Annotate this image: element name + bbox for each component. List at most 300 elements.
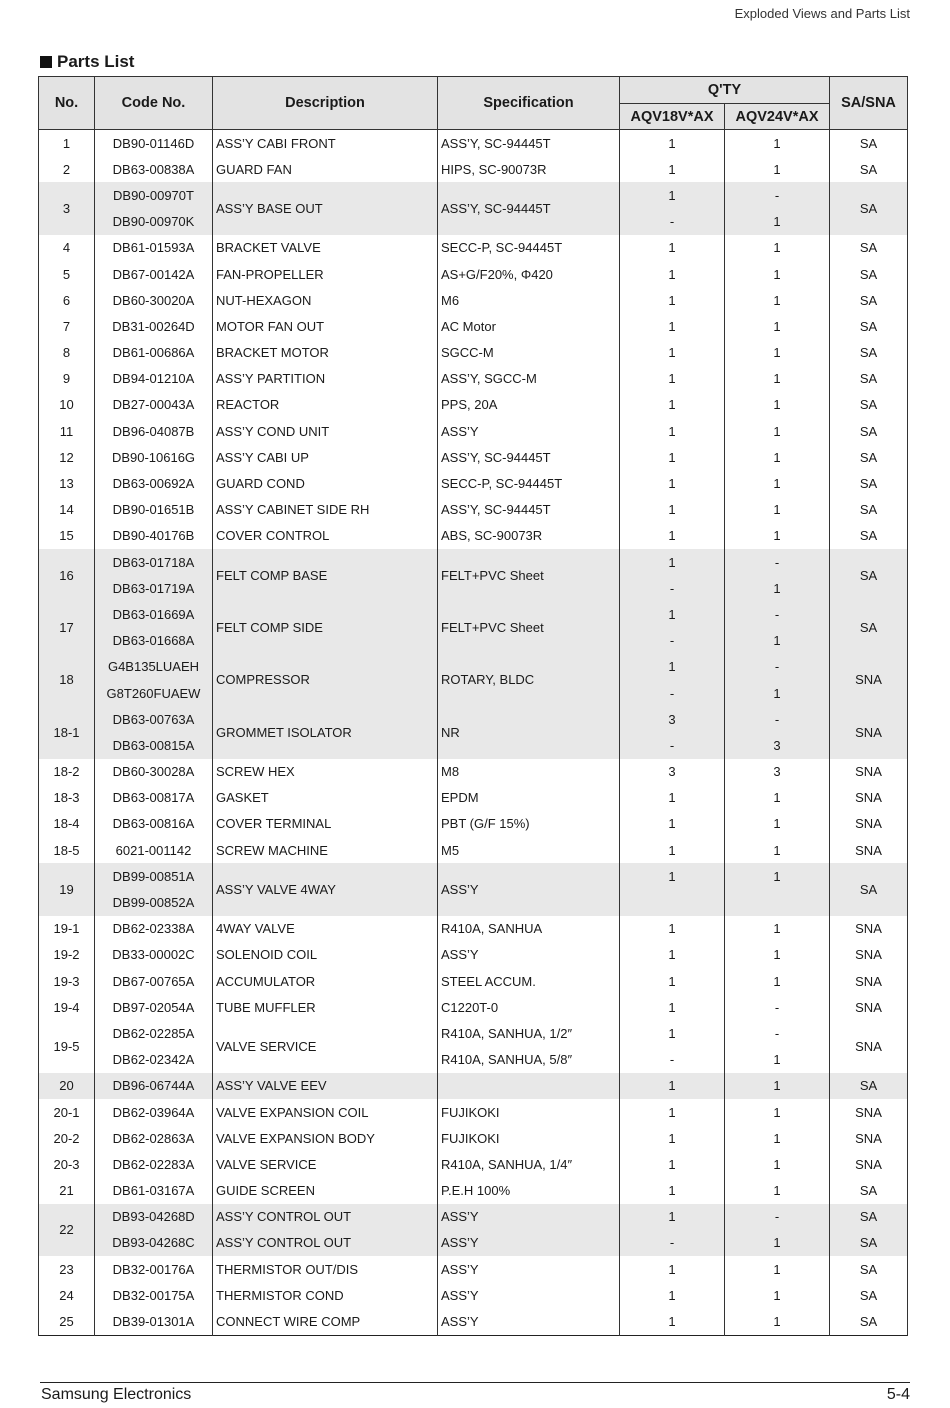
cell-qty-aqv18: -: [620, 1047, 725, 1073]
cell-specification: ASS’Y, SC-94445T: [438, 444, 620, 470]
cell-qty-aqv24: 1: [725, 1047, 830, 1073]
cell-no: 20: [39, 1073, 95, 1099]
cell-no: 18-1: [39, 706, 95, 758]
cell-description: THERMISTOR COND: [213, 1282, 438, 1308]
cell-no: 16: [39, 549, 95, 601]
cell-specification: PBT (G/F 15%): [438, 811, 620, 837]
cell-specification: HIPS, SC-90073R: [438, 156, 620, 182]
cell-qty-aqv18: 1: [620, 366, 725, 392]
cell-qty-aqv24: 1: [725, 1125, 830, 1151]
table-row: [39, 340, 908, 366]
cell-qty-aqv24: 1: [725, 575, 830, 601]
cell-qty-aqv24: 1: [725, 1099, 830, 1125]
cell-qty-aqv24: 1: [725, 130, 830, 157]
table-row: [39, 549, 908, 575]
cell-qty-aqv18: 1: [620, 261, 725, 287]
cell-sa-sna: SNA: [830, 706, 908, 758]
cell-description: VALVE SERVICE: [213, 1151, 438, 1177]
cell-description: GUARD FAN: [213, 156, 438, 182]
header-specification: Specification: [438, 77, 620, 130]
table-row: [39, 130, 908, 157]
cell-specification: P.E.H 100%: [438, 1178, 620, 1204]
cell-no: 20-3: [39, 1151, 95, 1177]
cell-description: SOLENOID COIL: [213, 942, 438, 968]
cell-sa-sna: SNA: [830, 759, 908, 785]
cell-qty-aqv18: -: [620, 732, 725, 758]
cell-qty-aqv24: 1: [725, 1282, 830, 1308]
cell-qty-aqv18: -: [620, 628, 725, 654]
cell-qty-aqv24: 1: [725, 863, 830, 889]
cell-no: 2: [39, 156, 95, 182]
cell-code: DB61-03167A: [95, 1178, 213, 1204]
cell-specification: ASS’Y: [438, 863, 620, 915]
cell-qty-aqv18: 1: [620, 994, 725, 1020]
cell-code: DB63-00817A: [95, 785, 213, 811]
cell-specification: SECC-P, SC-94445T: [438, 470, 620, 496]
cell-no: 18-3: [39, 785, 95, 811]
cell-specification: PPS, 20A: [438, 392, 620, 418]
cell-description: TUBE MUFFLER: [213, 994, 438, 1020]
cell-sa-sna: SNA: [830, 968, 908, 994]
cell-no: 5: [39, 261, 95, 287]
cell-code: DB27-00043A: [95, 392, 213, 418]
footer-page-number: 5-4: [886, 1386, 910, 1403]
cell-code: DB63-01719A: [95, 575, 213, 601]
cell-sa-sna: SA: [830, 1256, 908, 1282]
footer-company: Samsung Electronics: [41, 1386, 192, 1403]
cell-qty-aqv24: -: [725, 182, 830, 208]
table-row: [39, 366, 908, 392]
table-row: [39, 785, 908, 811]
cell-description: ACCUMULATOR: [213, 968, 438, 994]
cell-no: 19-1: [39, 916, 95, 942]
cell-sa-sna: SNA: [830, 654, 908, 706]
table-row: [39, 942, 908, 968]
cell-sa-sna: SA: [830, 1073, 908, 1099]
cell-description: ASS’Y CABI FRONT: [213, 130, 438, 157]
cell-specification: SGCC-M: [438, 340, 620, 366]
cell-specification: C1220T-0: [438, 994, 620, 1020]
cell-qty-aqv24: 1: [725, 1178, 830, 1204]
cell-qty-aqv18: 1: [620, 1204, 725, 1230]
cell-sa-sna: SA: [830, 418, 908, 444]
cell-specification: ASS’Y, SC-94445T: [438, 497, 620, 523]
cell-description: FELT COMP SIDE: [213, 601, 438, 653]
cell-description: MOTOR FAN OUT: [213, 313, 438, 339]
cell-sa-sna: SNA: [830, 837, 908, 863]
cell-code: G4B135LUAEH: [95, 654, 213, 680]
table-row: [39, 1125, 908, 1151]
cell-description: ASS’Y CABINET SIDE RH: [213, 497, 438, 523]
cell-description: BRACKET VALVE: [213, 235, 438, 261]
header-qty: Q'TY: [620, 77, 830, 104]
cell-description: COVER CONTROL: [213, 523, 438, 549]
cell-description: COMPRESSOR: [213, 654, 438, 706]
cell-qty-aqv18: [620, 889, 725, 915]
cell-code: DB61-00686A: [95, 340, 213, 366]
cell-qty-aqv24: 1: [725, 209, 830, 235]
cell-qty-aqv24: 1: [725, 470, 830, 496]
cell-description: THERMISTOR OUT/DIS: [213, 1256, 438, 1282]
table-row: [39, 182, 908, 208]
cell-qty-aqv18: 1: [620, 418, 725, 444]
cell-qty-aqv18: 1: [620, 916, 725, 942]
cell-qty-aqv18: 1: [620, 549, 725, 575]
cell-sa-sna: SNA: [830, 1125, 908, 1151]
cell-specification: ABS, SC-90073R: [438, 523, 620, 549]
cell-code: DB33-00002C: [95, 942, 213, 968]
cell-no: 20-2: [39, 1125, 95, 1151]
cell-specification: FUJIKOKI: [438, 1125, 620, 1151]
table-row: [39, 235, 908, 261]
cell-specification: FELT+PVC Sheet: [438, 549, 620, 601]
cell-qty-aqv24: 1: [725, 392, 830, 418]
cell-code: DB63-00838A: [95, 156, 213, 182]
cell-qty-aqv18: 1: [620, 1178, 725, 1204]
cell-specification: FUJIKOKI: [438, 1099, 620, 1125]
cell-sa-sna: SA: [830, 549, 908, 601]
table-row: [39, 261, 908, 287]
cell-code: DB90-00970K: [95, 209, 213, 235]
section-title-text: Parts List: [57, 52, 135, 71]
cell-qty-aqv18: -: [620, 680, 725, 706]
cell-code: DB60-30028A: [95, 759, 213, 785]
cell-qty-aqv18: 1: [620, 497, 725, 523]
cell-specification: ASS’Y: [438, 418, 620, 444]
cell-code: DB39-01301A: [95, 1308, 213, 1335]
cell-sa-sna: SNA: [830, 1151, 908, 1177]
cell-sa-sna: SA: [830, 1308, 908, 1335]
cell-description: SCREW MACHINE: [213, 837, 438, 863]
table-row: [39, 916, 908, 942]
cell-qty-aqv24: 1: [725, 418, 830, 444]
cell-no: 18-2: [39, 759, 95, 785]
cell-qty-aqv24: 1: [725, 1151, 830, 1177]
cell-qty-aqv24: 1: [725, 837, 830, 863]
cell-sa-sna: SNA: [830, 785, 908, 811]
cell-code: DB32-00175A: [95, 1282, 213, 1308]
cell-no: 15: [39, 523, 95, 549]
cell-specification: ASS’Y: [438, 1204, 620, 1230]
cell-specification: M8: [438, 759, 620, 785]
header-description: Description: [213, 77, 438, 130]
cell-code: DB90-40176B: [95, 523, 213, 549]
cell-specification: ASS’Y, SC-94445T: [438, 130, 620, 157]
table-row: [39, 1282, 908, 1308]
cell-description: ASS’Y COND UNIT: [213, 418, 438, 444]
cell-no: 3: [39, 182, 95, 234]
parts-table-body: [39, 130, 908, 1336]
cell-qty-aqv18: 1: [620, 968, 725, 994]
cell-description: VALVE EXPANSION BODY: [213, 1125, 438, 1151]
cell-specification: M5: [438, 837, 620, 863]
cell-code: DB90-01146D: [95, 130, 213, 157]
cell-specification: R410A, SANHUA: [438, 916, 620, 942]
cell-qty-aqv24: 1: [725, 1256, 830, 1282]
cell-code: DB63-00815A: [95, 732, 213, 758]
cell-qty-aqv18: 1: [620, 601, 725, 627]
cell-description: NUT-HEXAGON: [213, 287, 438, 313]
cell-no: 18: [39, 654, 95, 706]
cell-qty-aqv18: 1: [620, 863, 725, 889]
header-model-aqv24: AQV24V*AX: [725, 104, 830, 130]
table-row: [39, 863, 908, 889]
cell-qty-aqv24: 1: [725, 287, 830, 313]
cell-code: DB62-02342A: [95, 1047, 213, 1073]
cell-no: 19: [39, 863, 95, 915]
cell-qty-aqv18: 1: [620, 392, 725, 418]
cell-code: DB67-00142A: [95, 261, 213, 287]
cell-description: ASS’Y VALVE EEV: [213, 1073, 438, 1099]
cell-code: DB97-02054A: [95, 994, 213, 1020]
cell-specification: R410A, SANHUA, 1/4″: [438, 1151, 620, 1177]
cell-sa-sna: SNA: [830, 811, 908, 837]
cell-qty-aqv24: 1: [725, 680, 830, 706]
cell-description: GUARD COND: [213, 470, 438, 496]
cell-no: 1: [39, 130, 95, 157]
cell-qty-aqv24: 1: [725, 811, 830, 837]
cell-qty-aqv24: -: [725, 1204, 830, 1230]
cell-code: DB62-03964A: [95, 1099, 213, 1125]
cell-qty-aqv24: 1: [725, 313, 830, 339]
table-row: [39, 287, 908, 313]
cell-no: 14: [39, 497, 95, 523]
cell-specification: ASS’Y, SGCC-M: [438, 366, 620, 392]
cell-qty-aqv18: 1: [620, 1125, 725, 1151]
cell-description: ASS’Y CABI UP: [213, 444, 438, 470]
section-title: [40, 52, 134, 72]
cell-sa-sna: SA: [830, 444, 908, 470]
cell-description: 4WAY VALVE: [213, 916, 438, 942]
cell-specification: ROTARY, BLDC: [438, 654, 620, 706]
cell-sa-sna: SA: [830, 1230, 908, 1256]
header-code: Code No.: [95, 77, 213, 130]
cell-description: SCREW HEX: [213, 759, 438, 785]
cell-no: 7: [39, 313, 95, 339]
cell-specification: ASS’Y: [438, 942, 620, 968]
table-row: [39, 497, 908, 523]
cell-code: DB67-00765A: [95, 968, 213, 994]
table-row: [39, 156, 908, 182]
table-row: [39, 1308, 908, 1335]
cell-sa-sna: SA: [830, 261, 908, 287]
cell-code: DB62-02283A: [95, 1151, 213, 1177]
cell-sa-sna: SNA: [830, 942, 908, 968]
cell-no: 6: [39, 287, 95, 313]
cell-qty-aqv24: -: [725, 549, 830, 575]
table-row: [39, 759, 908, 785]
parts-table: [38, 76, 908, 1336]
cell-qty-aqv24: 1: [725, 156, 830, 182]
cell-code: DB96-04087B: [95, 418, 213, 444]
cell-code: DB63-01668A: [95, 628, 213, 654]
cell-sa-sna: SNA: [830, 916, 908, 942]
cell-sa-sna: SA: [830, 497, 908, 523]
cell-qty-aqv18: -: [620, 1230, 725, 1256]
cell-specification: EPDM: [438, 785, 620, 811]
cell-sa-sna: SA: [830, 366, 908, 392]
cell-no: 12: [39, 444, 95, 470]
cell-specification: AC Motor: [438, 313, 620, 339]
cell-specification: R410A, SANHUA, 5/8″: [438, 1047, 620, 1073]
cell-code: DB90-01651B: [95, 497, 213, 523]
cell-qty-aqv24: -: [725, 1020, 830, 1046]
cell-description: REACTOR: [213, 392, 438, 418]
cell-no: 19-3: [39, 968, 95, 994]
cell-qty-aqv18: 1: [620, 654, 725, 680]
cell-qty-aqv18: 1: [620, 1073, 725, 1099]
cell-description: VALVE SERVICE: [213, 1020, 438, 1072]
cell-sa-sna: SA: [830, 1178, 908, 1204]
cell-no: 8: [39, 340, 95, 366]
table-row: [39, 601, 908, 627]
header-sa-sna: SA/SNA: [830, 77, 908, 130]
cell-qty-aqv24: 1: [725, 340, 830, 366]
table-row: [39, 968, 908, 994]
table-row: [39, 837, 908, 863]
cell-sa-sna: SA: [830, 156, 908, 182]
cell-specification: NR: [438, 706, 620, 758]
cell-qty-aqv18: 1: [620, 235, 725, 261]
cell-specification: ASS’Y, SC-94445T: [438, 182, 620, 234]
table-row: [39, 654, 908, 680]
cell-code: DB63-00763A: [95, 706, 213, 732]
cell-qty-aqv24: 3: [725, 759, 830, 785]
cell-code: DB62-02338A: [95, 916, 213, 942]
cell-description: ASS’Y PARTITION: [213, 366, 438, 392]
cell-qty-aqv24: 1: [725, 1073, 830, 1099]
table-row: [39, 418, 908, 444]
cell-qty-aqv24: 1: [725, 1308, 830, 1335]
cell-code: DB93-04268D: [95, 1204, 213, 1230]
cell-sa-sna: SA: [830, 523, 908, 549]
cell-qty-aqv24: -: [725, 706, 830, 732]
cell-qty-aqv18: 1: [620, 444, 725, 470]
table-row: [39, 1204, 908, 1230]
cell-description: ASS’Y VALVE 4WAY: [213, 863, 438, 915]
cell-qty-aqv18: 1: [620, 182, 725, 208]
cell-code: G8T260FUAEW: [95, 680, 213, 706]
cell-no: 19-4: [39, 994, 95, 1020]
cell-qty-aqv18: 1: [620, 837, 725, 863]
cell-code: DB90-10616G: [95, 444, 213, 470]
table-row: [39, 1256, 908, 1282]
cell-qty-aqv18: 1: [620, 340, 725, 366]
cell-specification: STEEL ACCUM.: [438, 968, 620, 994]
cell-sa-sna: SNA: [830, 1099, 908, 1125]
cell-no: 11: [39, 418, 95, 444]
cell-qty-aqv24: 1: [725, 628, 830, 654]
header-no: No.: [39, 77, 95, 130]
cell-code: DB90-00970T: [95, 182, 213, 208]
cell-code: DB63-00692A: [95, 470, 213, 496]
cell-sa-sna: SNA: [830, 994, 908, 1020]
cell-no: 23: [39, 1256, 95, 1282]
cell-qty-aqv24: 1: [725, 235, 830, 261]
cell-no: 24: [39, 1282, 95, 1308]
cell-specification: FELT+PVC Sheet: [438, 601, 620, 653]
cell-no: 22: [39, 1204, 95, 1256]
cell-qty-aqv18: 1: [620, 785, 725, 811]
cell-sa-sna: SA: [830, 313, 908, 339]
cell-qty-aqv24: 3: [725, 732, 830, 758]
cell-no: 13: [39, 470, 95, 496]
cell-sa-sna: SA: [830, 1282, 908, 1308]
table-row: [39, 1178, 908, 1204]
header-model-aqv18: AQV18V*AX: [620, 104, 725, 130]
cell-code: DB99-00851A: [95, 863, 213, 889]
cell-sa-sna: SA: [830, 1204, 908, 1230]
cell-description: ASS’Y BASE OUT: [213, 182, 438, 234]
cell-sa-sna: SNA: [830, 1020, 908, 1072]
page-header: Exploded Views and Parts List: [734, 6, 910, 21]
cell-specification: AS+G/F20%, Φ420: [438, 261, 620, 287]
cell-sa-sna: SA: [830, 235, 908, 261]
cell-code: DB60-30020A: [95, 287, 213, 313]
cell-sa-sna: SA: [830, 130, 908, 157]
cell-code: DB32-00176A: [95, 1256, 213, 1282]
table-row: [39, 313, 908, 339]
cell-qty-aqv18: 1: [620, 287, 725, 313]
cell-no: 18-5: [39, 837, 95, 863]
table-row: [39, 1230, 908, 1256]
cell-specification: ASS’Y: [438, 1256, 620, 1282]
cell-qty-aqv18: 3: [620, 706, 725, 732]
cell-specification: [438, 1073, 620, 1099]
cell-sa-sna: SA: [830, 863, 908, 915]
cell-no: 19-2: [39, 942, 95, 968]
cell-qty-aqv24: -: [725, 601, 830, 627]
cell-qty-aqv24: -: [725, 994, 830, 1020]
cell-qty-aqv24: 1: [725, 916, 830, 942]
cell-code: DB93-04268C: [95, 1230, 213, 1256]
cell-qty-aqv18: 1: [620, 156, 725, 182]
cell-qty-aqv24: 1: [725, 497, 830, 523]
bullet-square-icon: [40, 56, 52, 68]
cell-description: COVER TERMINAL: [213, 811, 438, 837]
cell-qty-aqv18: 1: [620, 1151, 725, 1177]
table-row: [39, 470, 908, 496]
cell-sa-sna: SA: [830, 601, 908, 653]
cell-sa-sna: SA: [830, 340, 908, 366]
cell-qty-aqv24: 1: [725, 968, 830, 994]
cell-specification: M6: [438, 287, 620, 313]
table-row: [39, 811, 908, 837]
cell-qty-aqv18: 1: [620, 470, 725, 496]
cell-qty-aqv18: 1: [620, 1099, 725, 1125]
cell-description: FELT COMP BASE: [213, 549, 438, 601]
cell-qty-aqv18: 1: [620, 942, 725, 968]
cell-sa-sna: SA: [830, 392, 908, 418]
cell-description: ASS’Y CONTROL OUT: [213, 1230, 438, 1256]
cell-code: DB63-00816A: [95, 811, 213, 837]
table-row: [39, 1151, 908, 1177]
cell-qty-aqv24: 1: [725, 523, 830, 549]
cell-code: DB61-01593A: [95, 235, 213, 261]
footer-divider: [40, 1382, 910, 1383]
table-row: [39, 1047, 908, 1073]
cell-qty-aqv18: -: [620, 575, 725, 601]
cell-code: DB62-02863A: [95, 1125, 213, 1151]
cell-description: GROMMET ISOLATOR: [213, 706, 438, 758]
cell-sa-sna: SA: [830, 182, 908, 234]
cell-no: 19-5: [39, 1020, 95, 1072]
cell-qty-aqv18: -: [620, 209, 725, 235]
cell-specification: ASS’Y: [438, 1282, 620, 1308]
cell-qty-aqv18: 1: [620, 313, 725, 339]
cell-qty-aqv24: 1: [725, 261, 830, 287]
cell-no: 17: [39, 601, 95, 653]
